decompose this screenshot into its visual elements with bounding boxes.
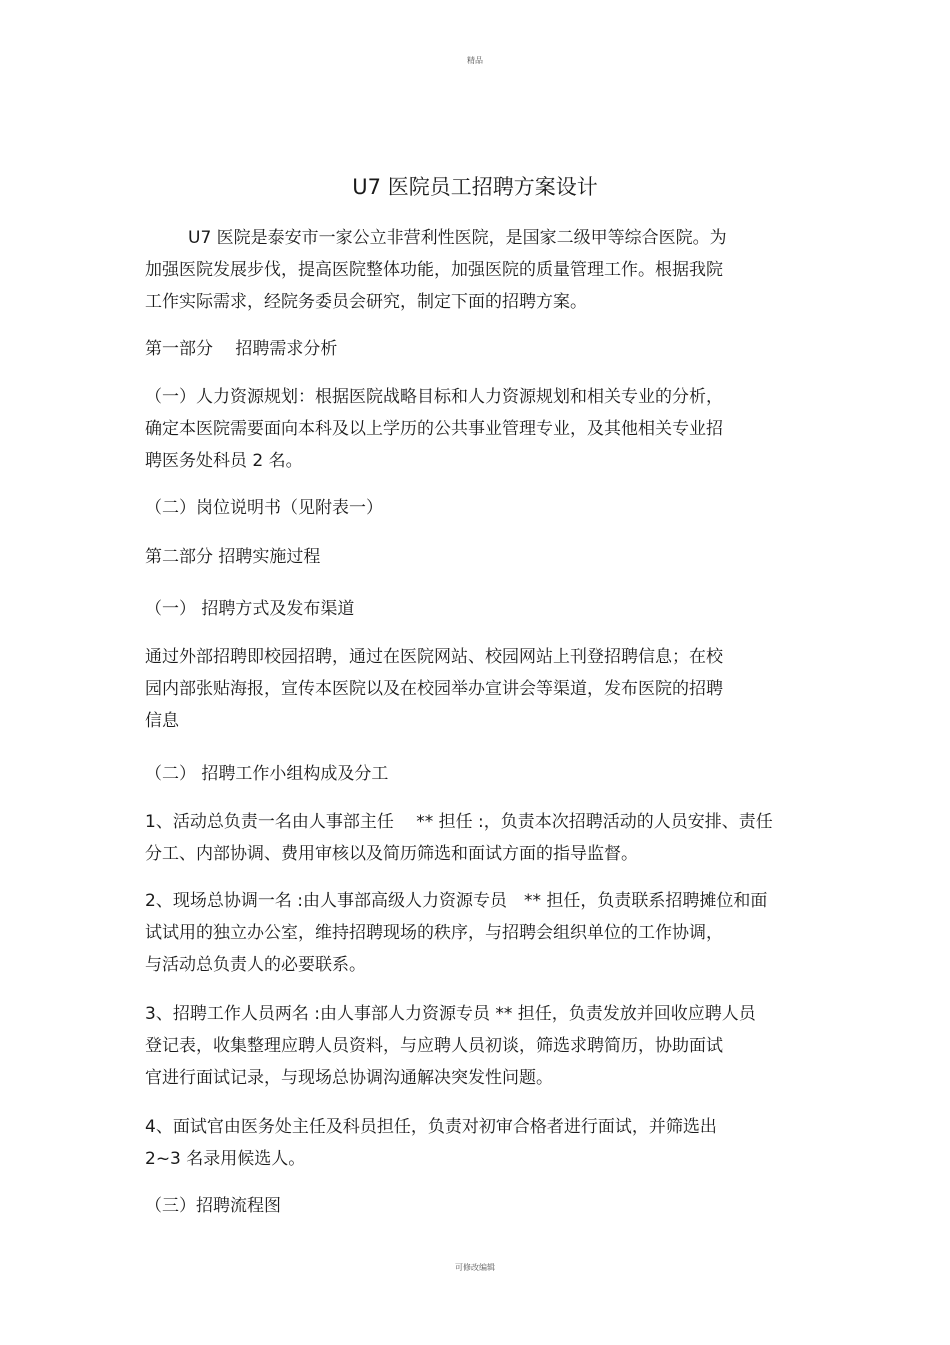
header-watermark: 精品 xyxy=(467,56,483,65)
section-heading-part-2: 第二部分 招聘实施过程 xyxy=(145,547,321,567)
subheading-recruitment-channels: （一） 招聘方式及发布渠道 xyxy=(145,599,355,619)
paragraph-hr-planning-line-2: 确定本医院需要面向本科及以上学历的公共事业管理专业，及其他相关专业招 xyxy=(145,419,723,439)
paragraph-channels-line-3: 信息 xyxy=(145,711,179,731)
list-item-1-line-1: 1、活动总负责一名由人事部主任 ** 担任 :，负责本次招聘活动的人员安排、责任 xyxy=(145,812,773,832)
document-title: U7 医院员工招聘方案设计 xyxy=(352,175,598,199)
list-item-3-line-2: 登记表，收集整理应聘人员资料，与应聘人员初谈，筛选求聘简历，协助面试 xyxy=(145,1036,723,1056)
section-heading-part-1: 第一部分 招聘需求分析 xyxy=(145,339,338,359)
footer-watermark: 可修改编辑 xyxy=(455,1263,495,1272)
list-item-2-line-2: 试试用的独立办公室，维持招聘现场的秩序，与招聘会组织单位的工作协调， xyxy=(145,923,723,943)
intro-line-3: 工作实际需求，经院务委员会研究，制定下面的招聘方案。 xyxy=(145,292,587,312)
list-item-3-line-1: 3、招聘工作人员两名 :由人事部人力资源专员 ** 担任，负责发放并回收应聘人员 xyxy=(145,1004,756,1024)
paragraph-channels-line-2: 园内部张贴海报，宣传本医院以及在校园举办宣讲会等渠道，发布医院的招聘 xyxy=(145,679,723,699)
paragraph-hr-planning-line-1: （一）人力资源规划：根据医院战略目标和人力资源规划和相关专业的分析， xyxy=(145,387,723,407)
list-item-3-line-3: 官进行面试记录，与现场总协调沟通解决突发性问题。 xyxy=(145,1068,553,1088)
subheading-recruitment-flowchart: （三）招聘流程图 xyxy=(145,1196,281,1216)
list-item-1-line-2: 分工、内部协调、费用审核以及简历筛选和面试方面的指导监督。 xyxy=(145,844,638,864)
paragraph-hr-planning-line-3: 聘医务处科员 2 名。 xyxy=(145,451,303,471)
subheading-job-description: （二）岗位说明书（见附表一） xyxy=(145,498,383,518)
paragraph-channels-line-1: 通过外部招聘即校园招聘，通过在医院网站、校园网站上刊登招聘信息；在校 xyxy=(145,647,723,667)
list-item-4-line-2: 2~3 名录用候选人。 xyxy=(145,1149,306,1169)
intro-line-1: U7 医院是泰安市一家公立非营利性医院，是国家二级甲等综合医院。为 xyxy=(188,228,727,248)
intro-line-2: 加强医院发展步伐，提高医院整体功能，加强医院的质量管理工作。根据我院 xyxy=(145,260,723,280)
subheading-team-composition: （二） 招聘工作小组构成及分工 xyxy=(145,764,389,784)
list-item-2-line-1: 2、现场总协调一名 :由人事部高级人力资源专员 ** 担任，负责联系招聘摊位和面 xyxy=(145,891,768,911)
list-item-4-line-1: 4、面试官由医务处主任及科员担任，负责对初审合格者进行面试，并筛选出 xyxy=(145,1117,717,1137)
list-item-2-line-3: 与活动总负责人的必要联系。 xyxy=(145,955,366,975)
